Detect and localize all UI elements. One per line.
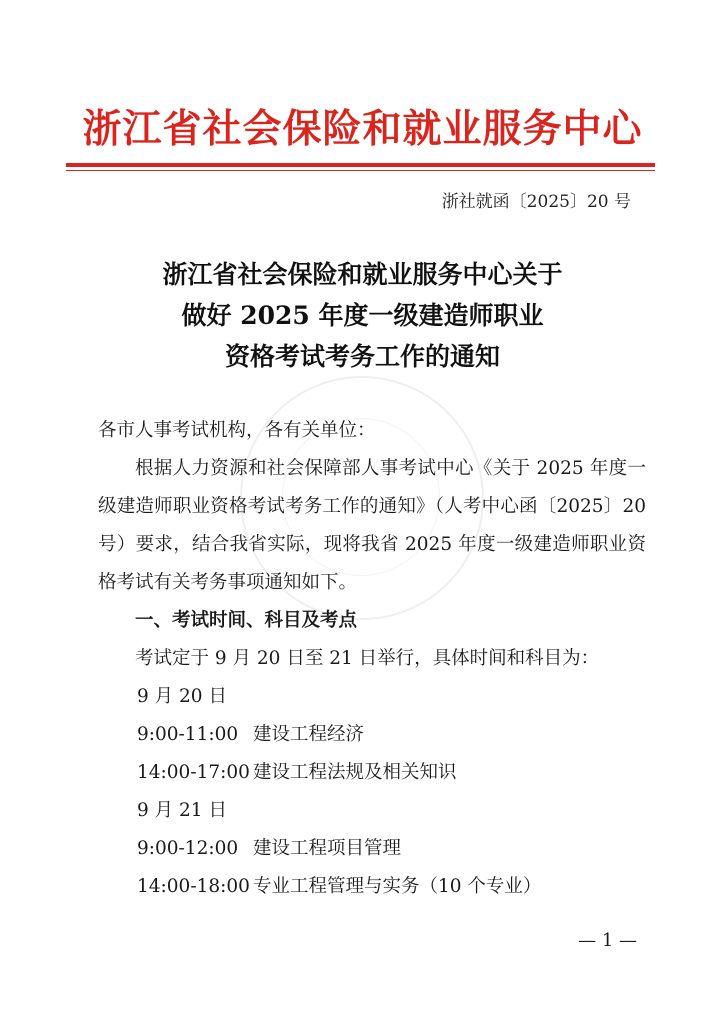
session-time: 14:00-18:00 [137,876,250,897]
exam-date: 9 月 20 日 [137,686,227,707]
salutation: 各市人事考试机构，各有关单位： [98,420,376,441]
session-time: 9:00-11:00 [137,724,239,745]
notice-title [0,254,725,377]
document-number: 浙社就函〔2025〕20 号 [441,192,631,212]
notice-body [98,412,646,906]
session-subject: 建设工程项目管理 [253,838,402,859]
session-subject: 专业工程管理与实务（10 个专业） [253,876,542,897]
section-heading: 一、考试时间、科目及考点 [135,610,358,631]
intro-paragraph: 根据人力资源和社会保障部人事考试中心《关于 2025 年度一级建造师职业资格考试考务工作的通知》（人考中心函〔2025〕20 号）要求，结合我省实际，现将我省 2025 年度一级建造师职业资格考试有关考务事项通知如下。 [98,458,646,593]
section-lead: 考试定于 9 月 20 日至 21 日举行，具体时间和科目为： [135,648,600,669]
header-red-rule [66,163,655,167]
notice-title-line: 做好 2025 年度一级建造师职业 [181,301,544,330]
page-number: — 1 — [578,930,637,951]
notice-title-line: 浙江省社会保险和就业服务中心关于 [162,260,563,289]
exam-session-row [98,716,646,754]
session-time: 9:00-12:00 [137,838,239,859]
session-subject: 建设工程法规及相关知识 [253,762,457,783]
session-time: 14:00-17:00 [137,762,250,783]
header-red-rule-thin [66,170,655,171]
notice-title-line: 资格考试考务工作的通知 [224,342,500,371]
exam-date: 9 月 21 日 [137,800,227,821]
exam-session-row [98,830,646,868]
exam-session-row [98,868,646,906]
exam-session-row [98,754,646,792]
session-subject: 建设工程经济 [253,724,365,745]
org-header-title: 浙江省社会保险和就业服务中心 [82,106,643,152]
